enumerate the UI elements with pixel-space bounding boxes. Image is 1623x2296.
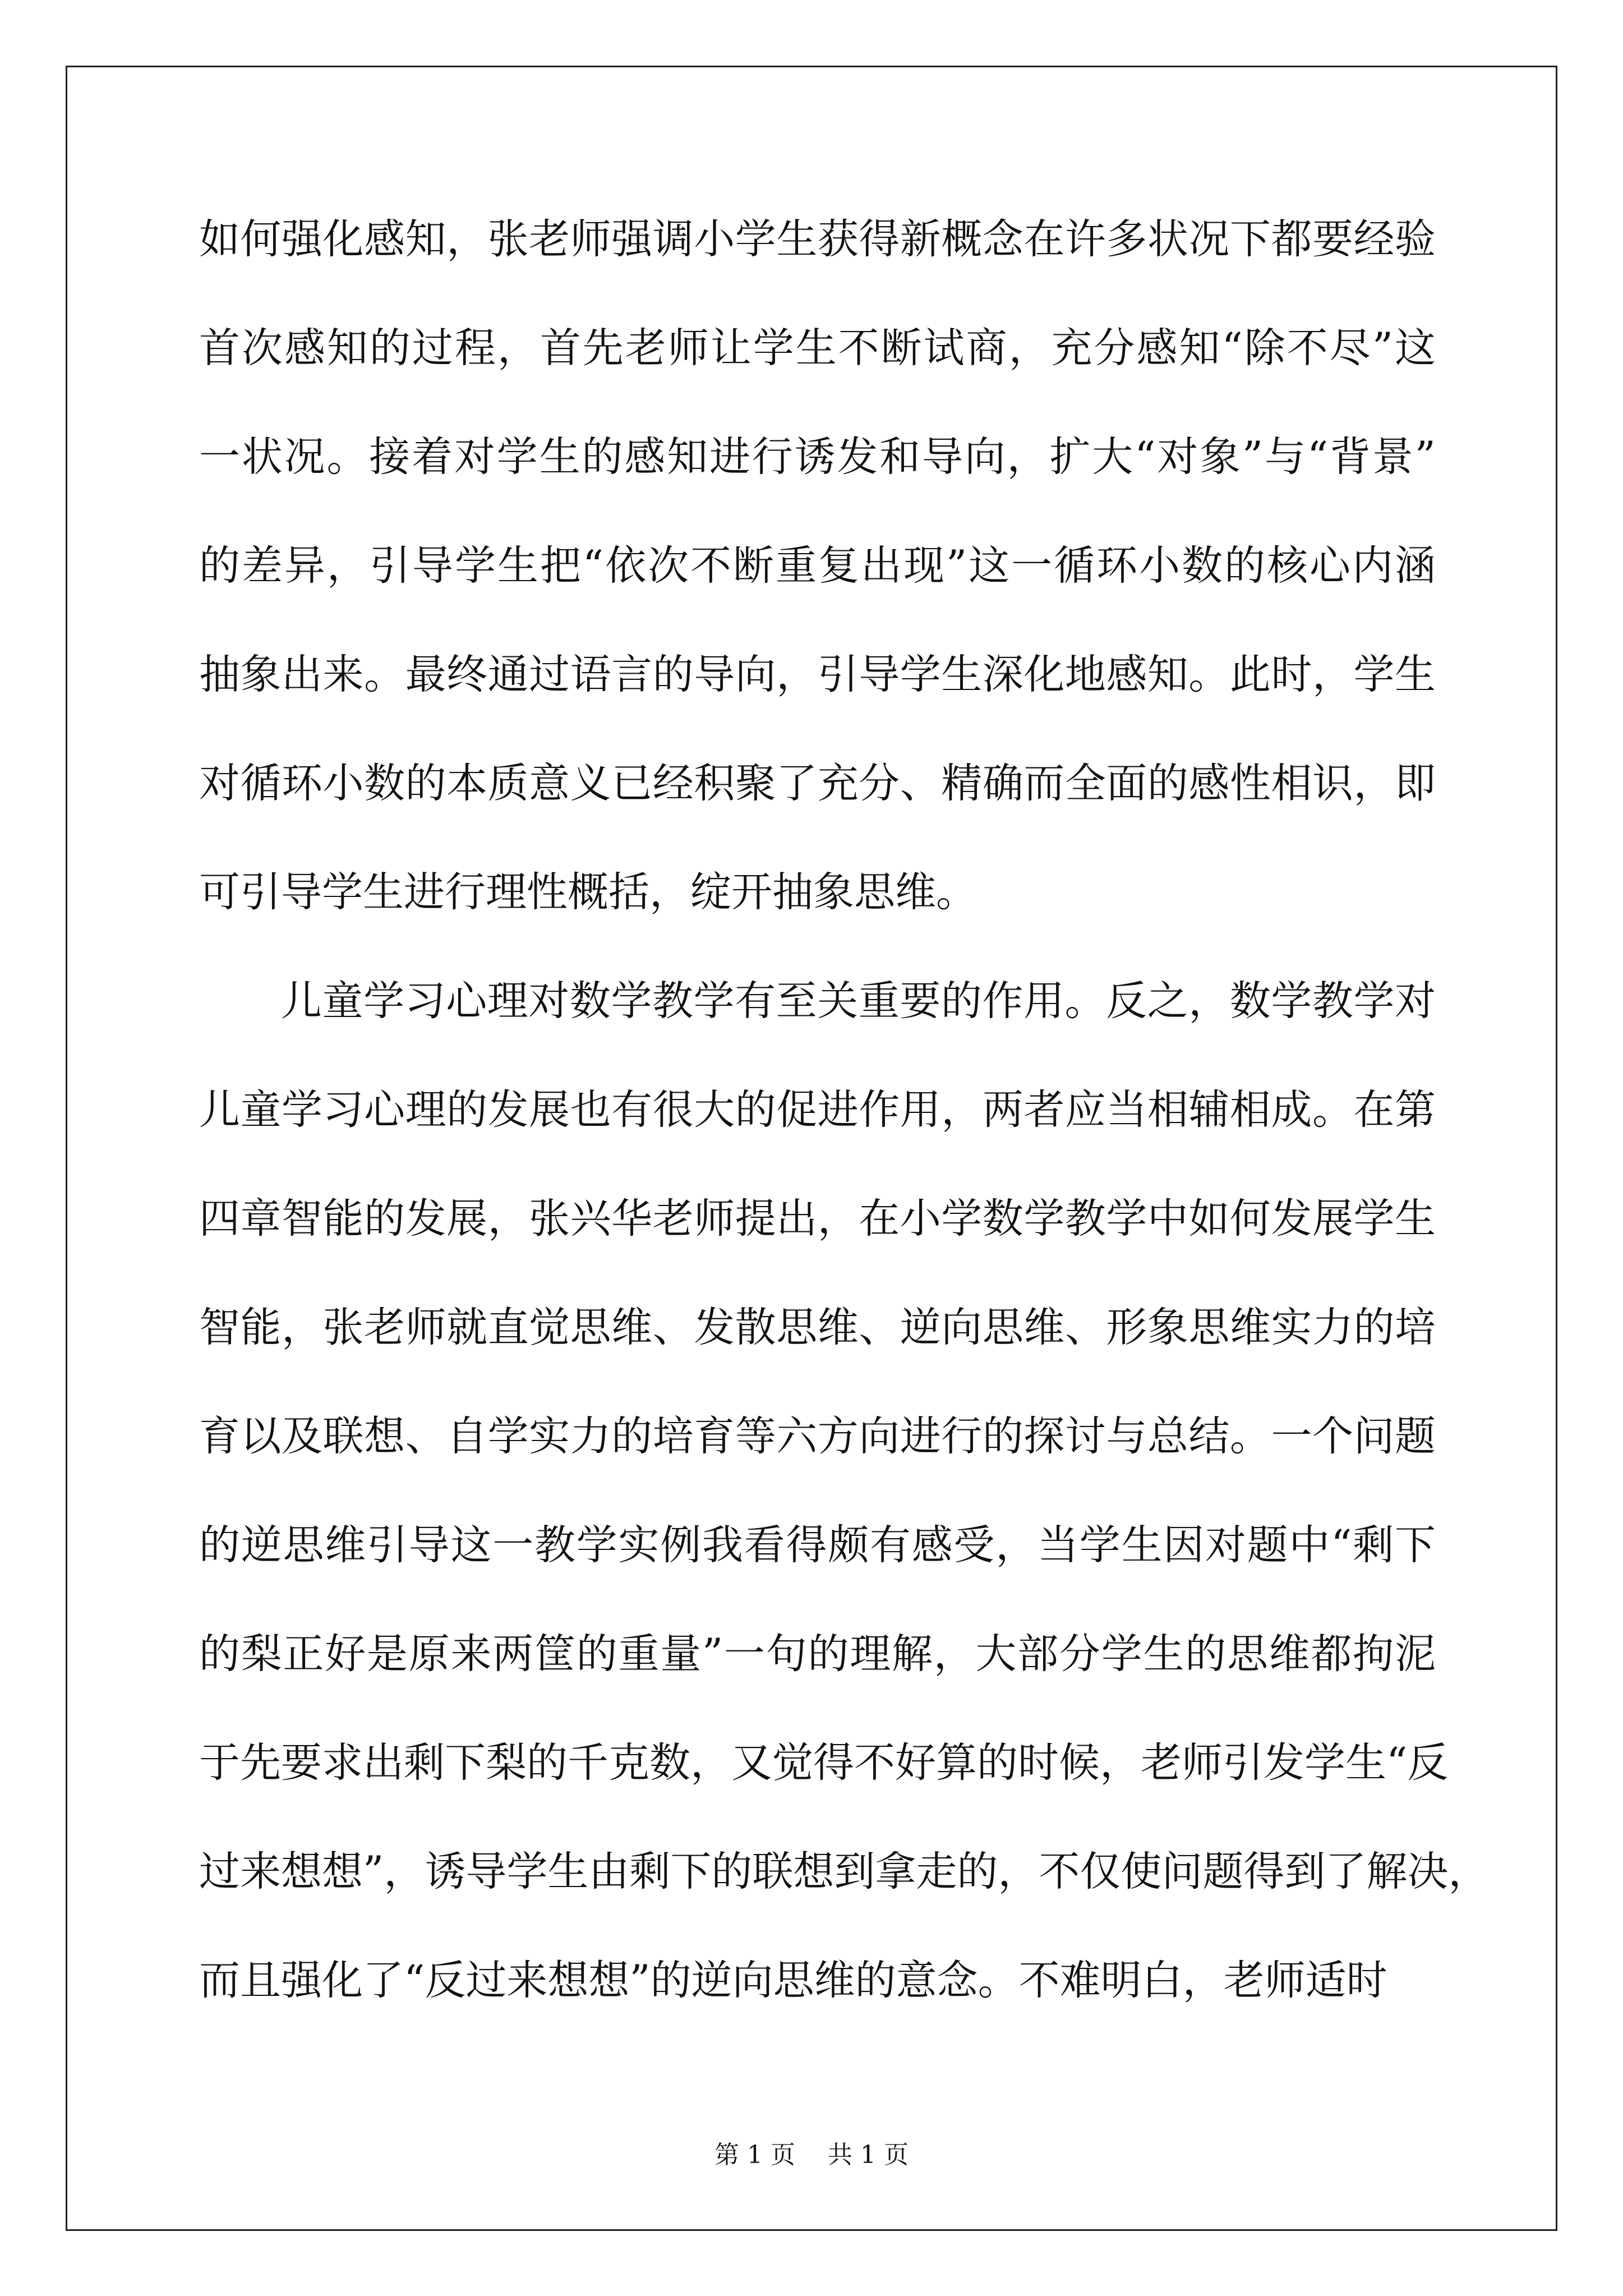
text-line: 四章智能的发展，张兴华老师提出，在小学数学教学中如何发展学生 [199,1195,1436,1243]
text-line: 儿童学习心理的发展也有很大的促进作用，两者应当相辅相成。在第 [199,1086,1436,1134]
text-line: 可引导学生进行理性概括，绽开抽象思维。 [199,868,977,916]
text-line: 过来想想”，诱导学生由剩下的联想到拿走的，不仅使问题得到了解决， [199,1848,1490,1895]
text-line: 抽象出来。最终通过语言的导向，引导学生深化地感知。此时，学生 [199,651,1436,698]
text-line: 而且强化了“反过来想想”的逆向思维的意念。不难明白，老师适时 [199,1957,1387,2004]
paragraph [199,947,1490,2035]
text-line: 如何强化感知，张老师强调小学生获得新概念在许多状况下都要经验 [199,215,1436,263]
text-line: 育以及联想、自学实力的培育等六方向进行的探讨与总结。一个问题 [199,1412,1436,1460]
text-line: 儿童学习心理对数学教学有至关重要的作用。反之，数学教学对 [281,977,1436,1025]
text-line: 的梨正好是原来两筐的重量”一句的理解，大部分学生的思维都拘泥 [199,1630,1436,1678]
text-line: 的差异，引导学生把“依次不断重复出现”这一循环小数的核心内涵 [199,542,1436,590]
page-footer [0,2134,1623,2170]
text-line: 智能，张老师就直觉思维、发散思维、逆向思维、形象思维实力的培 [199,1304,1436,1351]
text-line: 首次感知的过程，首先老师让学生不断试商，充分感知“除不尽”这 [199,324,1436,372]
paragraph [199,185,1436,947]
page-total: 共 1 页 [828,2141,909,2169]
document-body [199,185,1490,2035]
text-line: 对循环小数的本质意义已经积聚了充分、精确而全面的感性相识，即 [199,760,1436,807]
text-line: 于先要求出剩下梨的千克数，又觉得不好算的时候，老师引发学生“反 [199,1739,1449,1787]
text-line: 的逆思维引导这一教学实例我看得颇有感受，当学生因对题中“剩下 [199,1521,1436,1569]
text-line: 一状况。接着对学生的感知进行诱发和导向，扩大“对象”与“背景” [199,433,1436,481]
page-number: 第 1 页 [714,2141,795,2169]
